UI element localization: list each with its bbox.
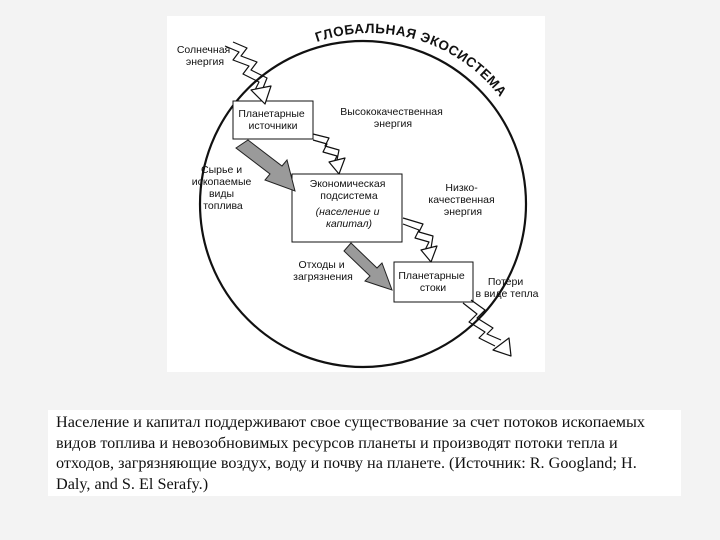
high-quality-energy-label: Высококачественная энергия	[340, 106, 443, 130]
planetary-sources-label: Планетарные источники	[238, 108, 305, 132]
raw-fossil-fuels-label: Сырье и ископаемые виды топлива	[191, 164, 252, 212]
planetary-sinks-label: Планетарные стоки	[398, 270, 465, 294]
high-quality-energy-wave-arrow	[313, 134, 345, 174]
caption-text: Население и капитал поддерживают свое существование за счет потоков ископаемых видов топлива и невозобновимых ресурсов планеты и производят потоки тепла и отходов, загрязняющие воздух, воду и почву на планете. (Источник: R. Googland; H. Daly, and S. El Serafy.)	[56, 413, 646, 493]
waste-pollution-label: Отходы и загрязнения	[293, 259, 353, 283]
caption-panel	[48, 410, 681, 496]
ecosystem-diagram	[167, 16, 545, 372]
low-quality-energy-label: Низко- качественная энергия	[428, 182, 495, 218]
low-quality-energy-wave-arrow	[403, 218, 437, 262]
diagram-panel	[167, 16, 545, 372]
economic-subsystem-note: (население и капитал)	[315, 206, 380, 230]
economic-subsystem-label: Экономическая подсистема	[309, 178, 386, 202]
solar-energy-label: Солнечная энергия	[176, 44, 231, 68]
heat-loss-label: Потери в виде тепла	[475, 276, 539, 300]
ecosystem-title: ГЛОБАЛЬНАЯ ЭКОСИСТЕМА	[313, 20, 510, 100]
